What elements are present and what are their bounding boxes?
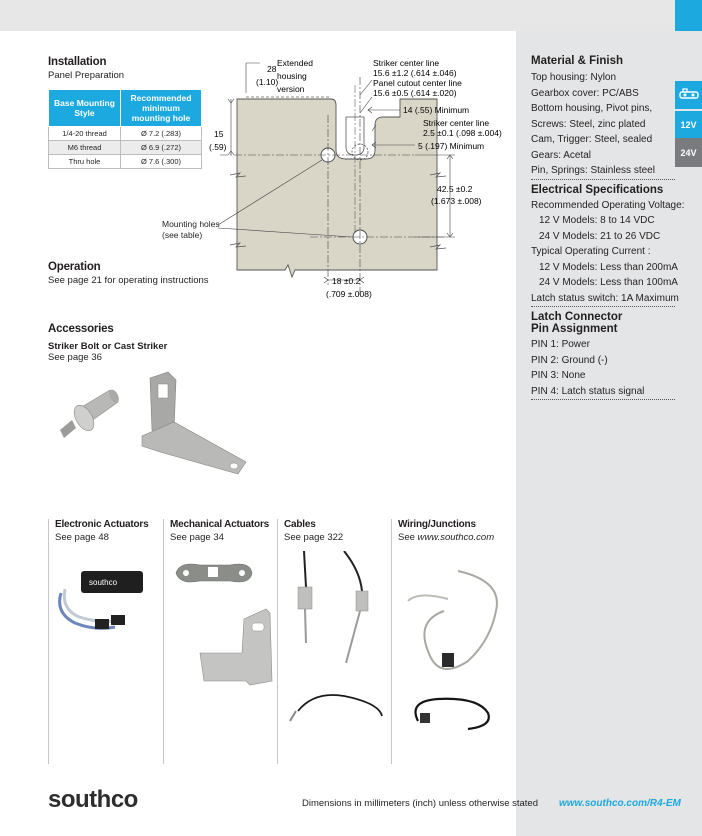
latch-connector-title: Latch Connector: [531, 311, 623, 323]
mechanical-actuators-column: [163, 519, 278, 764]
table-row: [49, 127, 202, 141]
list-item: Top housing: Nylon: [531, 72, 617, 83]
panel-shape: [237, 99, 437, 277]
installation-subtitle: Panel Preparation: [48, 70, 125, 81]
mounting-holes-text: Mounting holes: [162, 219, 220, 229]
installation-title: Installation: [48, 56, 107, 68]
dim-28: 28: [267, 64, 277, 74]
striker-bolt-image: [60, 388, 121, 438]
table-header: Recommended minimum mounting hole: [121, 90, 202, 127]
electronic-actuators-column: [48, 519, 163, 764]
southco-website-link[interactable]: www.southco.com: [417, 532, 495, 543]
material-list: [531, 70, 684, 179]
footer-url-link[interactable]: www.southco.com/R4-EM: [559, 798, 681, 809]
operation-title: Operation: [48, 261, 101, 273]
striker-center-line2-label: Striker center line: [423, 118, 490, 128]
mounting-holes-label: [162, 219, 220, 241]
list-item: Pin, Springs: Stainless steel: [531, 165, 655, 176]
list-item: 24 V Models: 21 to 26 VDC: [539, 230, 661, 242]
electronic-actuators-link[interactable]: See page 48: [55, 532, 109, 543]
striker-center-value: 15.6 ±1.2 (.614 ±.046): [373, 68, 457, 78]
striker-center-line-label: Striker center line: [373, 58, 440, 68]
pin-list: [531, 337, 684, 399]
table-cell: Ø 6.9 (.272): [121, 141, 202, 155]
extended-housing-label: Extended: [277, 58, 313, 68]
list-item: Latch status switch: 1A Maximum: [531, 292, 679, 304]
dim-42: 42.5 ±0.2: [437, 184, 473, 194]
dim-15: 15: [214, 129, 224, 139]
table-row: [49, 155, 202, 169]
table-cell: Ø 7.2 (.283): [121, 127, 202, 141]
accessories-page-link[interactable]: See page 36: [48, 352, 102, 363]
electrical-list: [531, 198, 684, 307]
divider: [531, 179, 675, 180]
list-item: 12 V Models: Less than 200mA: [539, 261, 678, 273]
wiring-junctions-see: [398, 532, 506, 543]
top-accent-block: [675, 0, 702, 31]
cables-link[interactable]: See page 322: [284, 532, 344, 543]
list-item: Screws: Steel, zinc plated: [531, 118, 646, 130]
operation-text: See page 21 for operating instructions: [48, 275, 209, 286]
wiring-image: [398, 551, 508, 741]
list-item: Typical Operating Current :: [531, 246, 651, 257]
electrical-specs-title: Electrical Specifications: [531, 183, 664, 196]
electronic-actuator-image: [55, 553, 165, 643]
tab-24v[interactable]: 24V: [675, 138, 702, 167]
wiring-junctions-title: Wiring/Junctions: [398, 519, 476, 530]
list-item: Bottom housing, Pivot pins,: [531, 103, 653, 114]
cables-image: [284, 551, 394, 741]
extended-housing-label: housing: [277, 71, 307, 81]
list-item: PIN 4: Latch status signal: [531, 385, 645, 397]
mechanical-actuators-link[interactable]: See page 34: [170, 532, 224, 543]
striker-center-value2: 2.5 ±0.1 (.098 ±.004): [423, 128, 502, 138]
dim-5: 5 (.197) Minimum: [418, 141, 485, 151]
list-item: PIN 3: None: [531, 370, 586, 381]
table-cell: Ø 7.6 (.300): [121, 155, 202, 169]
list-item: Recommended Operating Voltage:: [531, 199, 685, 211]
actuator-brand-text: southco: [89, 578, 118, 587]
list-item: PIN 2: Ground (-): [531, 354, 608, 366]
list-item: Gearbox cover: PC/ABS: [531, 87, 639, 99]
cables-column: [277, 519, 392, 764]
divider: [531, 399, 675, 400]
dim-18: 18 ±0.2: [332, 276, 361, 286]
electronic-actuators-title: Electronic Actuators: [55, 519, 149, 530]
mounting-table: [48, 89, 202, 169]
top-band: [0, 0, 702, 31]
material-finish-title: Material & Finish: [531, 55, 624, 67]
panel-cutout-label: Panel cutout center line: [373, 78, 462, 88]
wiring-junctions-column: [391, 519, 506, 764]
table-row: [49, 141, 202, 155]
divider: [531, 306, 675, 307]
table-cell: 1/4-20 thread: [49, 127, 121, 141]
cast-striker-image: [142, 372, 246, 474]
pin-assignment-title: Pin Assignment: [531, 323, 618, 335]
list-item: Gears: Acetal: [531, 149, 592, 161]
accessories-title: Accessories: [48, 323, 114, 335]
table-cell: Thru hole: [49, 155, 121, 169]
see-prefix: See: [398, 532, 418, 543]
panel-cutout-value: 15.6 ±0.5 (.614 ±.020): [373, 88, 457, 98]
list-item: PIN 1: Power: [531, 339, 590, 350]
dimensions-note: Dimensions in millimeters (inch) unless otherwise stated: [302, 798, 539, 809]
tab-12v[interactable]: 12V: [675, 111, 702, 138]
cables-title: Cables: [284, 519, 316, 530]
dim-42-inch: (1.673 ±.008): [431, 196, 482, 206]
extended-housing-label: version: [277, 84, 305, 94]
dim-14: 14 (.55) Minimum: [403, 105, 470, 115]
mechanical-actuators-title: Mechanical Actuators: [170, 519, 269, 530]
mechanical-actuator-image: [170, 553, 280, 703]
table-cell: M6 thread: [49, 141, 121, 155]
accessories-subtitle: Striker Bolt or Cast Striker: [48, 341, 168, 352]
list-item: Cam, Trigger: Steel, sealed: [531, 134, 653, 145]
table-header: Base Mounting Style: [49, 90, 121, 127]
side-content: [531, 55, 684, 400]
dim-18-inch: (.709 ±.008): [326, 289, 372, 299]
dim-15-inch: (.59): [209, 142, 227, 152]
dim-28-inch: (1.10): [256, 77, 279, 87]
southco-logo: southco: [48, 786, 138, 813]
list-item: 12 V Models: 8 to 14 VDC: [539, 215, 655, 226]
list-item: 24 V Models: Less than 100mA: [539, 277, 678, 288]
panel-preparation-drawing: [200, 55, 510, 305]
see-table-text: (see table): [162, 230, 203, 240]
striker-images: [50, 370, 260, 480]
